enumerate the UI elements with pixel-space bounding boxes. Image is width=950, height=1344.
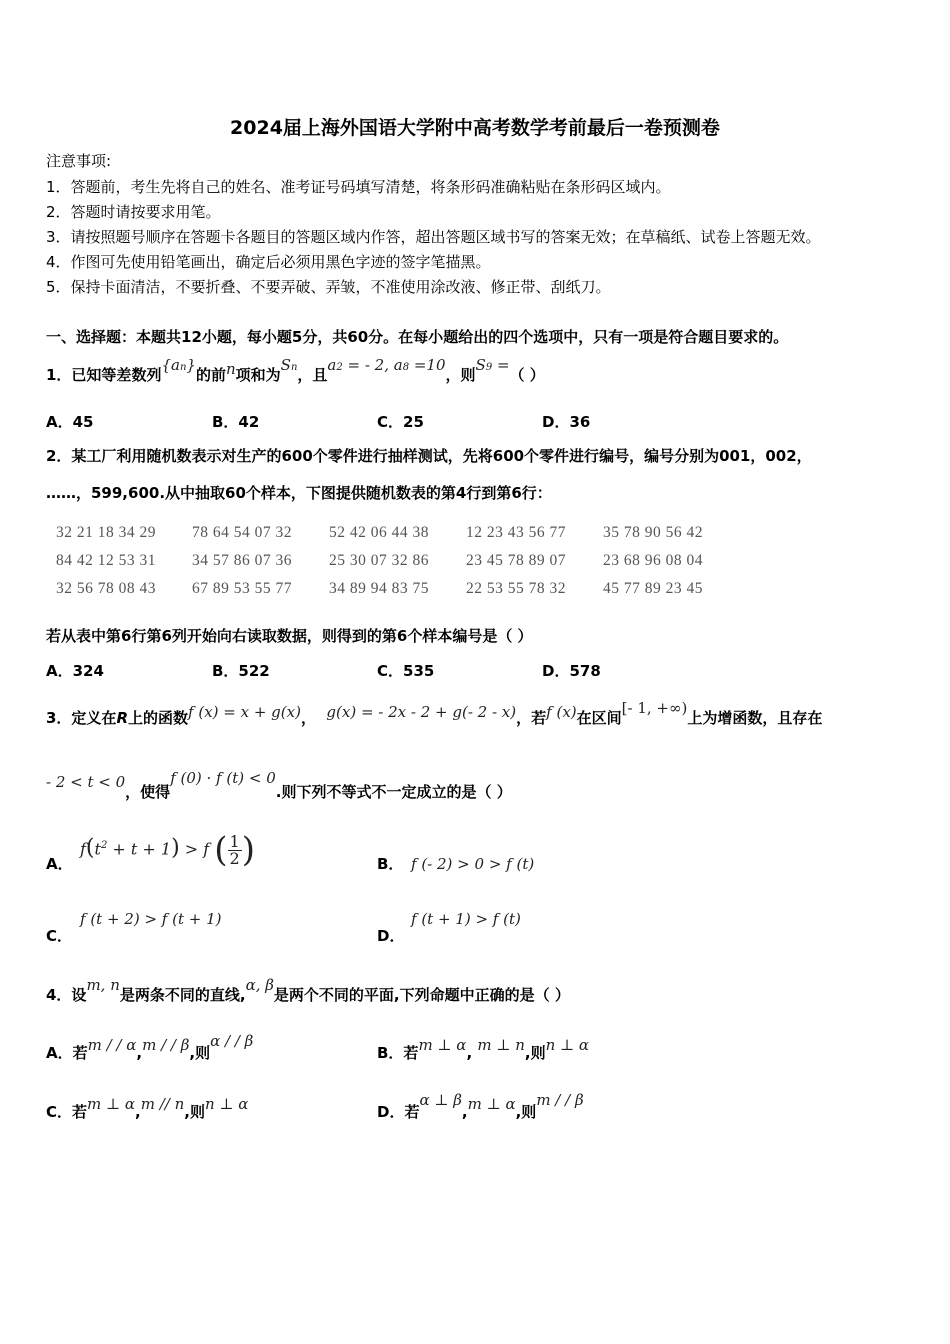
q3-math-t-range: - 2 < t < 0 — [46, 773, 126, 791]
q1-math-sn: Sn — [280, 356, 298, 374]
q4-option-c[interactable]: C．若m ⊥ α,m // n,则n ⊥ α — [46, 1095, 249, 1121]
table-cell: 35 78 90 56 42 — [603, 524, 703, 541]
table-cell: 67 89 53 55 77 — [192, 580, 292, 597]
table-cell: 45 77 89 23 45 — [603, 580, 703, 597]
q3-option-d-label[interactable]: D． — [377, 927, 405, 945]
q3-option-a-label[interactable]: A． — [46, 855, 73, 873]
section-1-heading: 一、选择题：本题共12小题，每小题5分，共60分。在每小题给出的四个选项中，只有一项是符合题目要求的。 — [46, 328, 789, 346]
table-cell: 84 42 12 53 31 — [56, 552, 156, 569]
notice-item-4: 4．作图可先使用铅笔画出，确定后必须用黑色字迹的签字笔描黑。 — [46, 253, 491, 271]
notice-item-1: 1．答题前，考生先将自己的姓名、准考证号码填写清楚，将条形码准确粘贴在条形码区域内。 — [46, 178, 671, 196]
q3-math-interval: [- 1, +∞) — [621, 699, 688, 717]
q3-math-product: f (0) · f (t) < 0 — [170, 769, 276, 787]
q2-text-line2: ……，599,600.从中抽取60个样本，下图提供随机数表的第4行到第6行： — [46, 484, 552, 502]
table-cell: 22 53 55 78 32 — [466, 580, 566, 597]
q1-math-seq: {an} — [161, 356, 196, 374]
table-cell: 23 68 96 08 04 — [603, 552, 703, 569]
q2-text-line1: 2．某工厂利用随机数表示对生产的600个零件进行抽样测试，先将600个零件进行编号，编号分别为001，002， — [46, 447, 812, 465]
q2-option-b[interactable]: B．522 — [212, 662, 270, 680]
q1-math-n: n — [225, 360, 236, 378]
q4-option-b[interactable]: B．若m ⊥ α, m ⊥ n,则n ⊥ α — [377, 1036, 590, 1062]
notice-item-2: 2．答题时请按要求用笔。 — [46, 203, 221, 221]
table-cell: 32 21 18 34 29 — [56, 524, 156, 541]
question-3-line1: 3．定义在R上的函数f (x) = x + g(x)， g(x) = - 2x - 2 + g(- 2 - x)，若f (x)在区间[- 1, +∞)上为增函数，且存在 — [46, 699, 823, 727]
q3-option-d[interactable]: f (t + 1) > f (t) — [411, 910, 521, 928]
q1-math-cond: a2 = - 2, a8 =10 — [327, 356, 446, 374]
q1-option-d[interactable]: D．36 — [542, 413, 591, 431]
q3-option-b-label[interactable]: B． — [377, 855, 404, 873]
q3-option-c[interactable]: f (t + 2) > f (t + 1) — [80, 910, 222, 928]
table-cell: 34 57 86 07 36 — [192, 552, 292, 569]
notice-item-3: 3．请按照题号顺序在答题卡各题目的答题区域内作答，超出答题区域书写的答案无效；在草稿纸、试卷上答题无效。 — [46, 228, 821, 246]
q3-option-b[interactable]: f (- 2) > 0 > f (t) — [411, 855, 535, 873]
q2-option-a[interactable]: A．324 — [46, 662, 104, 680]
table-cell: 78 64 54 07 32 — [192, 524, 292, 541]
q3-option-c-label[interactable]: C． — [46, 927, 73, 945]
q2-question: 若从表中第6行第6列开始向右读取数据，则得到的第6个样本编号是（ ） — [46, 627, 533, 645]
q1-option-a[interactable]: A．45 — [46, 413, 94, 431]
q4-option-a[interactable]: A．若m / / α,m / / β,则α / / β — [46, 1032, 254, 1062]
q1-option-b[interactable]: B．42 — [212, 413, 260, 431]
q3-math-f: f (x) = x + g(x) — [188, 703, 301, 721]
table-cell: 12 23 43 56 77 — [466, 524, 566, 541]
table-cell: 34 89 94 83 75 — [329, 580, 429, 597]
table-cell: 23 45 78 89 07 — [466, 552, 566, 569]
table-cell: 32 56 78 08 43 — [56, 580, 156, 597]
notice-heading: 注意事项: — [46, 152, 112, 170]
question-1: 1．已知等差数列{an}的前n项和为Sn，且a2 = - 2, a8 =10，则S9 =（ ） — [46, 356, 545, 384]
question-3-line2: - 2 < t < 0，使得f (0) · f (t) < 0.则下列不等式不一定成立的是（ ） — [46, 769, 512, 801]
q1-text: 1．已知等差数列 — [46, 366, 162, 384]
q3-math-g: g(x) = - 2x - 2 + g(- 2 - x) — [326, 703, 517, 721]
q2-option-c[interactable]: C．535 — [377, 662, 435, 680]
table-cell: 25 30 07 32 86 — [329, 552, 429, 569]
q4-math-alpha-beta: α, β — [245, 976, 274, 994]
q1-math-s9: S9 = — [475, 356, 510, 374]
question-4: 4．设m, n是两条不同的直线,α, β是两个不同的平面,下列命题中正确的是（ ） — [46, 976, 570, 1004]
notice-item-5: 5．保持卡面清洁，不要折叠、不要弄破、弄皱，不准使用涂改液、修正带、刮纸刀。 — [46, 278, 611, 296]
q2-option-d[interactable]: D．578 — [542, 662, 601, 680]
q4-option-d[interactable]: D．若α ⊥ β,m ⊥ α,则m / / β — [377, 1091, 584, 1121]
table-cell: 52 42 06 44 38 — [329, 524, 429, 541]
page-title: 2024届上海外国语大学附中高考数学考前最后一卷预测卷 — [230, 117, 720, 139]
q3-option-a[interactable]: $f(t^2 + t + 1) > f$ ( $\frac{1}{2}$ ) — [80, 830, 255, 870]
q1-option-c[interactable]: C．25 — [377, 413, 424, 431]
q4-math-mn: m, n — [86, 976, 120, 994]
